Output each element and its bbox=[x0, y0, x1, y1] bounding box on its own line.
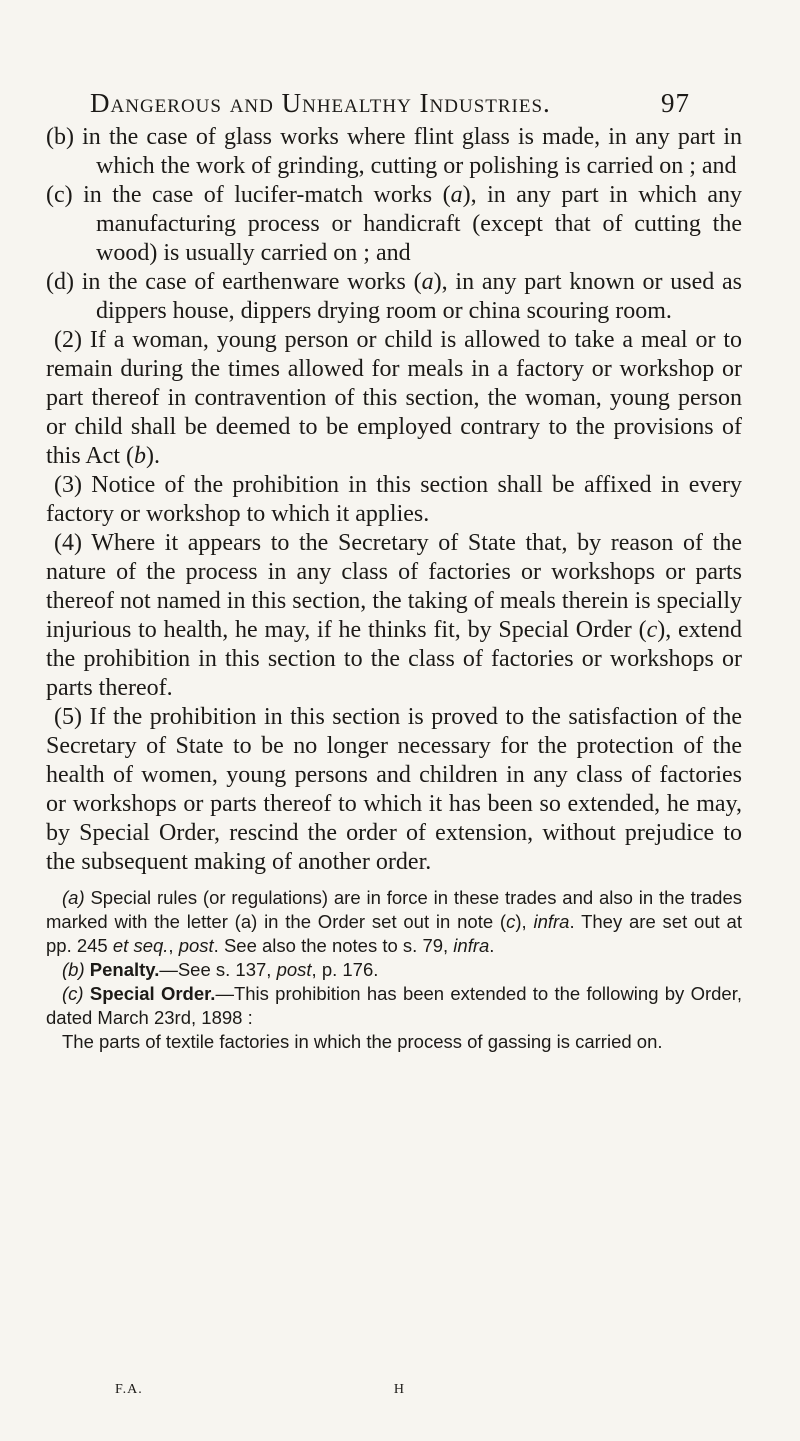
item-text-cont: ), in any part known or used as dippers house, dippers drying room or china scouring room. bbox=[96, 269, 743, 324]
footnote-c-continuation bbox=[46, 1030, 742, 1054]
footnote-b bbox=[46, 958, 742, 982]
paragraph-text-cont: ), extend the prohibition in this section to the class of factories or workshops or parts thereof. bbox=[46, 617, 742, 701]
item-label: (d) bbox=[46, 269, 74, 295]
body-text bbox=[46, 123, 742, 1054]
list-item-b bbox=[46, 123, 742, 181]
footnote-text: ), bbox=[515, 911, 534, 932]
item-text: in the case of lucifer-match works ( bbox=[83, 182, 451, 208]
paragraph-text: Notice of the prohibition in this section shall be affixed in every factory or workshop to which it applies. bbox=[46, 472, 743, 527]
footnote-text: —See s. 137, bbox=[159, 959, 277, 980]
signature-mark: H bbox=[393, 1382, 405, 1397]
list-item-c bbox=[46, 181, 742, 268]
footnote-ref: b bbox=[134, 443, 146, 469]
footnote-c bbox=[46, 982, 742, 1030]
paragraph-text: Where it appears to the Secretary of State that, by reason of the nature of the process in any class of factories or workshops or parts thereof not named in this section, the taking of meals therein is specially injurious to health, he may, if he thinks fit, by Special Order ( bbox=[46, 530, 742, 643]
footnote-text: —This prohibition has been extended to the following by Order, dated March 23rd, 1898 : bbox=[46, 983, 743, 1028]
footnote-italic: post bbox=[178, 935, 214, 956]
item-text-cont: ), in any part in which any manufacturing process or handicraft (except that of cutting the wood) is usually carried on ; and bbox=[96, 182, 742, 266]
printer-signature bbox=[115, 1382, 405, 1398]
signature-left: F.A. bbox=[115, 1382, 143, 1397]
footnote-italic: et seq. bbox=[112, 935, 169, 956]
footnote-a bbox=[46, 886, 742, 958]
paragraph-3 bbox=[46, 471, 742, 529]
running-head bbox=[90, 88, 690, 119]
footnote-italic: post bbox=[276, 959, 312, 980]
paragraph-2 bbox=[46, 326, 742, 471]
footnote-keyword: Special Order. bbox=[89, 983, 216, 1004]
footnote-italic: infra bbox=[533, 911, 570, 932]
footnote-text: . bbox=[489, 935, 495, 956]
item-text: in the case of glass works where flint glass is made, in any part in which the work of grinding, cutting or polishing is carried on ; and bbox=[82, 124, 743, 179]
paragraph-5 bbox=[46, 703, 742, 877]
page-number: 97 bbox=[661, 88, 690, 118]
footnote-ref: c bbox=[506, 911, 516, 932]
paragraph-text: If a woman, young person or child is allowed to take a meal or to remain during the times allowed for meals in a factory or workshop or part thereof in contravention of this section, the woman, young person or child shall be deemed to be employed contrary to the provisions of this Act ( bbox=[46, 327, 743, 469]
paragraph-label: (3) bbox=[54, 472, 82, 498]
footnote-italic: infra bbox=[453, 935, 490, 956]
item-text: in the case of earthenware works ( bbox=[81, 269, 422, 295]
footnote-ref: a bbox=[421, 269, 434, 295]
footnote-text: . They are set out at pp. 245 bbox=[46, 911, 742, 956]
paragraph-4 bbox=[46, 529, 742, 703]
paragraph-text-cont: ). bbox=[146, 443, 160, 469]
footnote-keyword: Penalty. bbox=[89, 959, 160, 980]
footnote-text: , p. 176. bbox=[311, 959, 379, 980]
footnotes bbox=[46, 886, 742, 1054]
paragraph-text: If the prohibition in this section is proved to the satisfaction of the Secretary of State to be no longer necessary for the protection of the health of women, young persons and children in any class of factories or workshops or parts thereof to which it has been so extended, he may, by Special Order, rescind the order of extension, without prejudice to the subsequent making of another order. bbox=[46, 704, 743, 875]
footnote-text: , bbox=[168, 935, 179, 956]
footnote-ref: c bbox=[646, 617, 658, 643]
item-label: (b) bbox=[46, 124, 74, 150]
footnote-label: (c) bbox=[62, 983, 84, 1004]
item-label: (c) bbox=[46, 182, 73, 208]
footnote-text: The parts of textile factories in which the process of gassing is carried on. bbox=[62, 1031, 663, 1052]
paragraph-label: (4) bbox=[54, 530, 82, 556]
paragraph-label: (5) bbox=[54, 704, 82, 730]
footnote-label: (b) bbox=[62, 959, 85, 980]
running-head-title: Dangerous and Unhealthy Industries. bbox=[90, 88, 551, 118]
footnote-text: . See also the notes to s. 79, bbox=[213, 935, 454, 956]
paragraph-label: (2) bbox=[54, 327, 82, 353]
list-item-d bbox=[46, 268, 742, 326]
footnote-text: Special rules (or regulations) are in force in these trades and also in the trades marked with the letter (a) in the Order set out in note ( bbox=[46, 887, 742, 932]
footnote-label: (a) bbox=[62, 887, 85, 908]
footnote-ref: a bbox=[450, 182, 463, 208]
